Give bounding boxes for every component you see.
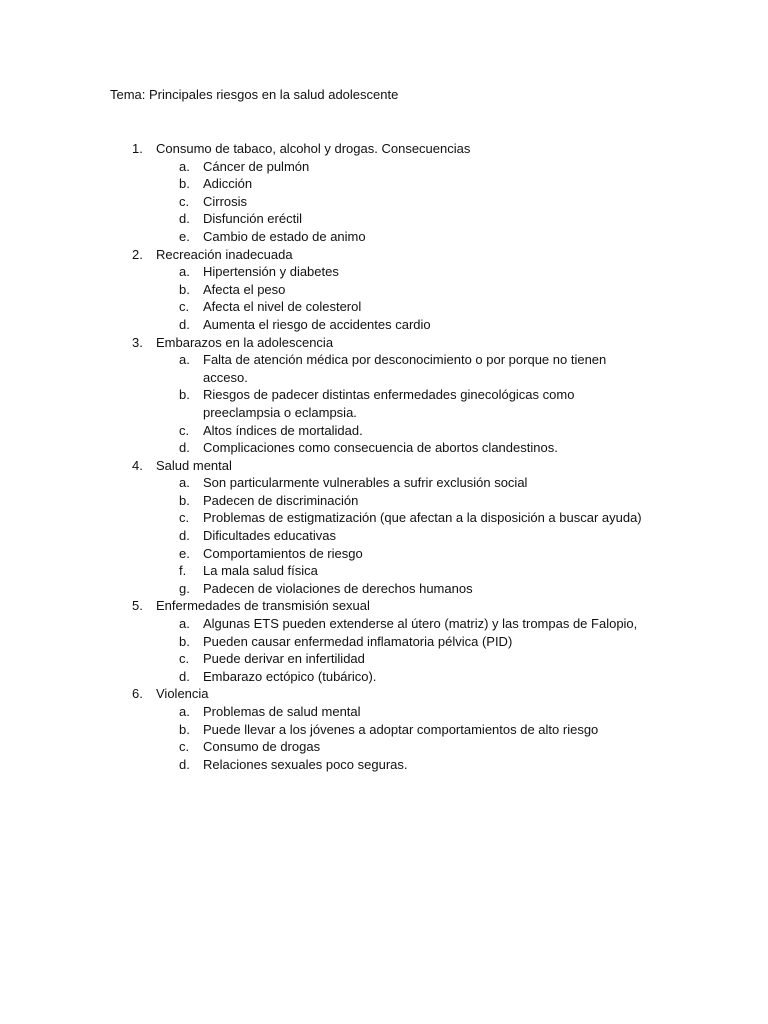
- item-text: Falta de atención médica por desconocimiento o por porque no tienen acceso.: [203, 352, 607, 385]
- list-item: [0, 210, 768, 228]
- item-letter: c.: [179, 651, 190, 667]
- list-item: [0, 756, 768, 774]
- section-items: [0, 263, 768, 333]
- item-letter: d.: [179, 316, 190, 332]
- list-item: [0, 316, 768, 334]
- section-number: 5.: [132, 598, 143, 614]
- list-item: [0, 228, 768, 246]
- item-text: Cáncer de pulmón: [203, 158, 310, 174]
- list-item: [0, 527, 768, 545]
- list-item: [0, 386, 768, 421]
- item-letter: e.: [179, 545, 190, 561]
- outline-section: [0, 457, 768, 598]
- list-item: [0, 650, 768, 668]
- item-text: Aumenta el riesgo de accidentes cardio: [203, 316, 431, 332]
- section-heading-text: Embarazos en la adolescencia: [156, 334, 334, 350]
- item-letter: g.: [179, 580, 190, 596]
- item-letter: c.: [179, 193, 190, 209]
- section-heading: [0, 246, 768, 264]
- item-letter: c.: [179, 739, 190, 755]
- item-letter: b.: [179, 281, 190, 297]
- list-item: [0, 615, 768, 633]
- item-text: Consumo de drogas: [203, 739, 321, 755]
- section-heading: [0, 334, 768, 352]
- item-letter: a.: [179, 352, 190, 368]
- item-text: Problemas de estigmatización (que afectan a la disposición a buscar ayuda): [203, 510, 642, 526]
- list-item: [0, 580, 768, 598]
- list-item: [0, 668, 768, 686]
- list-item: [0, 474, 768, 492]
- section-number: 3.: [132, 334, 143, 350]
- item-text: Padecen de violaciones de derechos humanos: [203, 580, 473, 596]
- item-text: Embarazo ectópico (tubárico).: [203, 668, 377, 684]
- item-text: Altos índices de mortalidad.: [203, 422, 363, 438]
- item-letter: c.: [179, 422, 190, 438]
- topic-outline: [0, 140, 768, 773]
- item-letter: a.: [179, 704, 190, 719]
- section-number: 2.: [132, 246, 143, 262]
- document-title: Tema: Principales riesgos en la salud adolescente: [110, 87, 399, 102]
- item-text: Afecta el nivel de colesterol: [203, 299, 362, 315]
- section-heading: [0, 140, 768, 158]
- item-text: Comportamientos de riesgo: [203, 545, 363, 561]
- section-heading: [0, 685, 768, 703]
- list-item: [0, 158, 768, 176]
- section-number: 1.: [132, 141, 143, 156]
- item-letter: c.: [179, 510, 190, 526]
- item-letter: d.: [179, 211, 190, 227]
- section-items: [0, 615, 768, 685]
- outline-section: [0, 246, 768, 334]
- list-item: [0, 439, 768, 457]
- item-text: Cirrosis: [203, 193, 248, 209]
- section-number: 4.: [132, 457, 143, 473]
- section-items: [0, 351, 768, 457]
- item-text: Disfunción eréctil: [203, 211, 302, 227]
- item-letter: b.: [179, 387, 190, 403]
- item-letter: c.: [179, 299, 190, 315]
- section-heading: [0, 597, 768, 615]
- outline-section: [0, 140, 768, 246]
- item-text: Puede llevar a los jóvenes a adoptar comportamientos de alto riesgo: [203, 721, 599, 737]
- item-text: Problemas de salud mental: [203, 704, 361, 719]
- item-letter: f.: [179, 563, 187, 579]
- item-letter: a.: [179, 616, 190, 632]
- section-items: [0, 703, 768, 773]
- list-item: [0, 509, 768, 527]
- list-item: [0, 633, 768, 651]
- section-heading-text: Recreación inadecuada: [156, 246, 293, 262]
- item-text: Complicaciones como consecuencia de abortos clandestinos.: [203, 440, 558, 456]
- list-item: [0, 351, 768, 386]
- item-text: Adicción: [203, 176, 253, 192]
- list-item: [0, 298, 768, 316]
- item-text: Dificultades educativas: [203, 528, 336, 544]
- list-item: [0, 545, 768, 563]
- item-letter: b.: [179, 492, 190, 508]
- section-items: [0, 158, 768, 246]
- list-item: [0, 562, 768, 580]
- outline-section: [0, 685, 768, 773]
- item-text: Puede derivar en infertilidad: [203, 651, 365, 667]
- list-item: [0, 263, 768, 281]
- section-heading-text: Consumo de tabaco, alcohol y drogas. Consecuencias: [156, 141, 471, 156]
- list-item: [0, 738, 768, 756]
- item-letter: b.: [179, 721, 190, 737]
- item-letter: a.: [179, 264, 190, 280]
- list-item: [0, 422, 768, 440]
- item-text: La mala salud física: [203, 563, 318, 579]
- item-letter: d.: [179, 528, 190, 544]
- section-heading: [0, 457, 768, 475]
- list-item: [0, 175, 768, 193]
- item-letter: d.: [179, 440, 190, 456]
- item-text: Hipertensión y diabetes: [203, 264, 339, 280]
- section-number: 6.: [132, 686, 143, 702]
- list-item: [0, 703, 768, 721]
- item-text: Afecta el peso: [203, 281, 286, 297]
- list-item: [0, 492, 768, 510]
- item-letter: d.: [179, 668, 190, 684]
- section-heading-text: Violencia: [156, 686, 209, 702]
- item-text: Son particularmente vulnerables a sufrir exclusión social: [203, 475, 528, 491]
- item-text: Relaciones sexuales poco seguras.: [203, 756, 408, 772]
- section-heading-text: Enfermedades de transmisión sexual: [156, 598, 370, 614]
- outline-section: [0, 597, 768, 685]
- section-items: [0, 474, 768, 597]
- section-heading-text: Salud mental: [156, 457, 232, 473]
- item-letter: d.: [179, 756, 190, 772]
- item-letter: a.: [179, 158, 190, 174]
- item-letter: b.: [179, 633, 190, 649]
- item-text: Cambio de estado de animo: [203, 228, 366, 244]
- item-letter: a.: [179, 475, 190, 491]
- item-text: Algunas ETS pueden extenderse al útero (matriz) y las trompas de Falopio,: [203, 616, 638, 632]
- list-item: [0, 721, 768, 739]
- list-item: [0, 281, 768, 299]
- item-letter: b.: [179, 176, 190, 192]
- item-text: Padecen de discriminación: [203, 492, 359, 508]
- list-item: [0, 193, 768, 211]
- item-text: Pueden causar enfermedad inflamatoria pélvica (PID): [203, 633, 513, 649]
- item-text: Riesgos de padecer distintas enfermedades ginecológicas como preeclampsia o eclampsia.: [203, 387, 575, 420]
- outline-section: [0, 334, 768, 457]
- item-letter: e.: [179, 228, 190, 244]
